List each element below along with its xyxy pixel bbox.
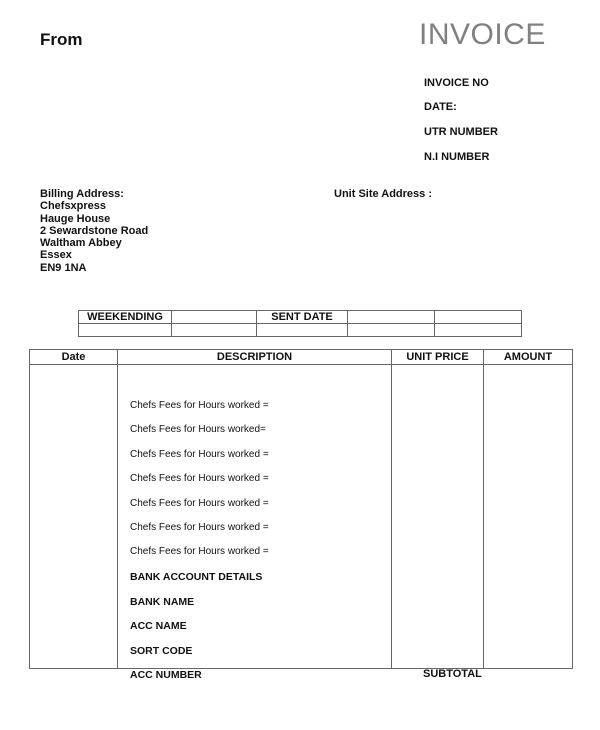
description-cell[interactable] xyxy=(118,365,392,681)
description-line: Chefs Fees for Hours worked = xyxy=(130,449,269,460)
table-cell[interactable] xyxy=(79,324,172,337)
date-column-header: Date xyxy=(30,350,118,365)
from-label: From xyxy=(40,30,83,49)
billing-line: Chefsxpress xyxy=(40,200,107,213)
table-cell[interactable] xyxy=(172,324,257,337)
date-cell[interactable] xyxy=(30,365,118,669)
description-line: Chefs Fees for Hours worked = xyxy=(130,498,269,509)
billing-address xyxy=(40,188,148,274)
table-cell[interactable] xyxy=(257,324,348,337)
description-line: Chefs Fees for Hours worked = xyxy=(130,473,269,484)
table-cell[interactable] xyxy=(435,311,522,324)
table-cell[interactable] xyxy=(348,311,435,324)
unit-site-address-label: Unit Site Address : xyxy=(334,188,432,200)
invoice-title: INVOICE xyxy=(419,18,546,51)
table-cell[interactable] xyxy=(435,324,522,337)
table-cell[interactable] xyxy=(348,324,435,337)
date-label: DATE: xyxy=(424,101,457,113)
subtotal-label: SUBTOTAL xyxy=(423,668,482,680)
utr-number-label: UTR NUMBER xyxy=(424,126,498,138)
billing-line: Hauge House xyxy=(40,212,111,225)
table-header-row xyxy=(30,350,573,365)
acc-name-label: ACC NAME xyxy=(130,620,187,632)
amount-column-header: AMOUNT xyxy=(484,350,573,365)
table-cell[interactable] xyxy=(172,311,257,324)
weekending-table xyxy=(78,310,522,337)
bank-name-label: BANK NAME xyxy=(130,596,195,608)
weekending-header: WEEKENDING xyxy=(79,311,172,324)
description-line: Chefs Fees for Hours worked = xyxy=(130,400,269,411)
unit-price-cell[interactable] xyxy=(392,365,484,669)
bank-account-details-heading: BANK ACCOUNT DETAILS xyxy=(130,571,263,583)
invoice-no-label: INVOICE NO xyxy=(424,77,489,89)
ni-number-label: N.I NUMBER xyxy=(424,151,490,163)
table-row xyxy=(79,311,522,324)
billing-line: EN9 1NA xyxy=(40,261,87,274)
sort-code-label: SORT CODE xyxy=(130,645,193,657)
billing-address-label: Billing Address: xyxy=(40,188,124,200)
description-column-header: DESCRIPTION xyxy=(118,350,392,365)
table-row xyxy=(79,324,522,337)
acc-number-label: ACC NUMBER xyxy=(130,669,202,681)
unit-price-column-header: UNIT PRICE xyxy=(392,350,484,365)
description-line: Chefs Fees for Hours worked= xyxy=(130,424,266,435)
sent-date-header: SENT DATE xyxy=(257,311,348,324)
description-line: Chefs Fees for Hours worked = xyxy=(130,546,269,557)
table-row xyxy=(30,365,573,669)
billing-line: 2 Sewardstone Road xyxy=(40,224,149,237)
amount-cell[interactable] xyxy=(484,365,573,669)
billing-line: Waltham Abbey xyxy=(40,237,122,250)
billing-line: Essex xyxy=(40,249,72,262)
description-line: Chefs Fees for Hours worked = xyxy=(130,522,269,533)
